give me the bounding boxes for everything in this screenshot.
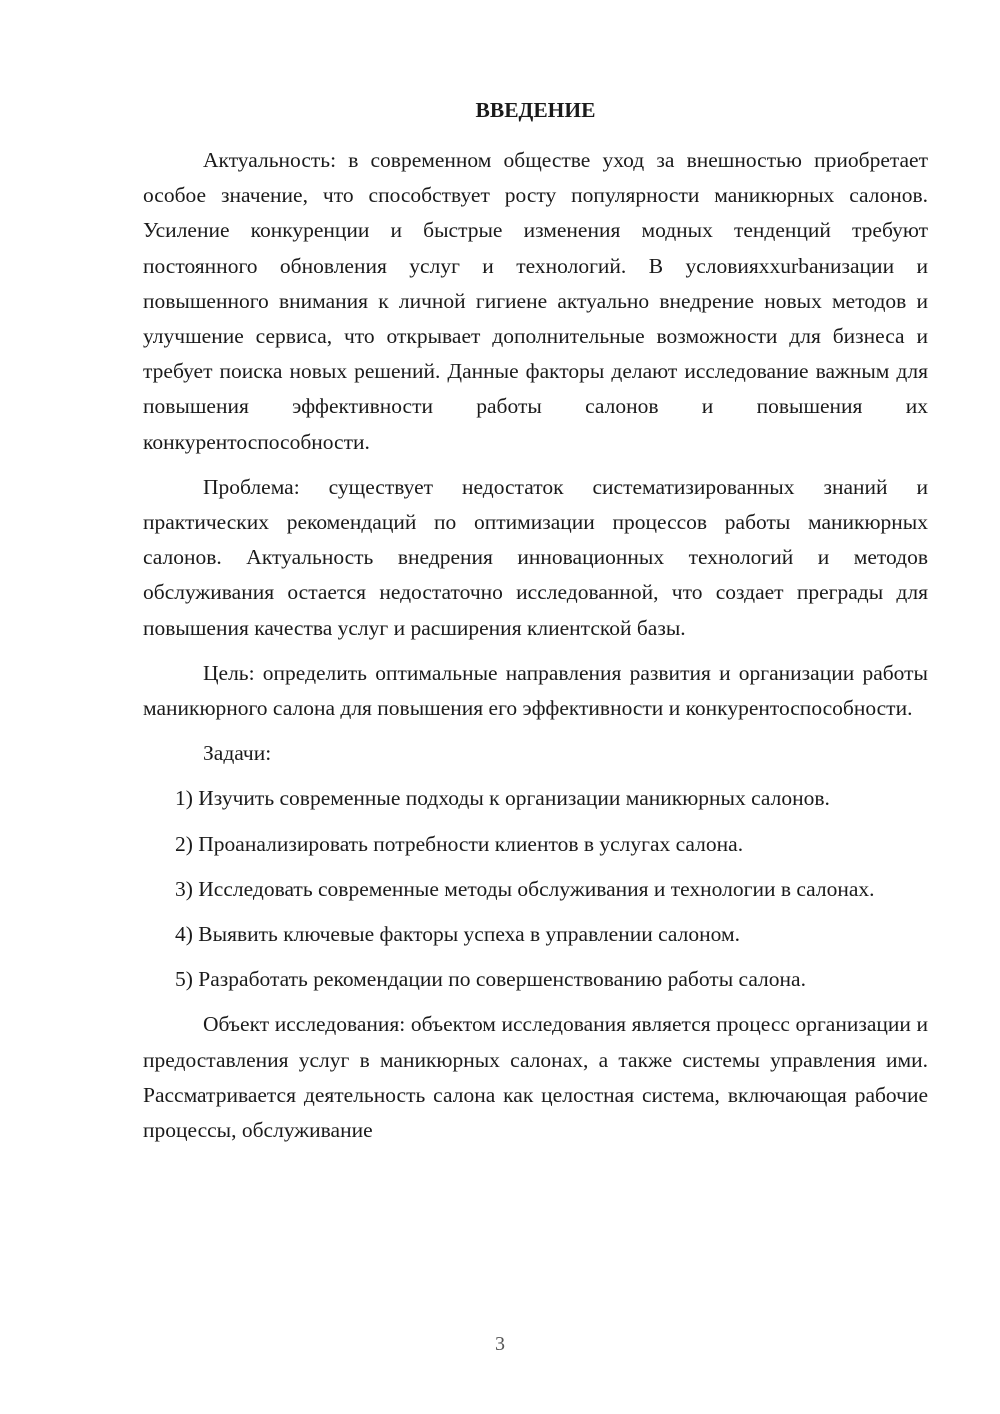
page-number: 3 [495,1333,505,1355]
task-item: 3) Исследовать современные методы обслуживания и технологии в салонах. [175,876,875,901]
task-item: 5) Разработать рекомендации по совершенствованию работы салона. [175,967,806,992]
paragraph-goal: Цель: определить оптимальные направления развития и организации работы маникюрного салона для повышения его эффективности и конкурентоспособности. [143,660,928,721]
task-item: 1) Изучить современные подходы к организации маникюрных салонов. [175,786,830,811]
paragraph-problem: Проблема: существует недостаток систематизированных знаний и практических рекомендаций по оптимизации процессов работы маникюрных салонов. Актуальность внедрения инновационных технологий и методов обслуживания остается недостаточно исследованной, что создает преграды для повышения качества услуг и расширения клиентской базы. [143,474,928,640]
paragraph-relevance: Актуальность: в современном обществе уход за внешностью приобретает особое значение, что способствует росту популярности маникюрных салонов. Усиление конкуренции и быстрые изменения модных тенденций требуют постоянного обновления услуг и технологий. В условияхxurbанизации и повышенного внимания к личной гигиене актуально внедрение новых методов и улучшение сервиса, что открывает дополнительные возможности для бизнеса и требует поиска новых решений. Данные факторы делают исследование важным для повышения эффективности работы салонов и повышения их конкурентоспособности. [143,148,928,454]
task-item: 4) Выявить ключевые факторы успеха в управлении салоном. [175,922,740,947]
task-item: 2) Проанализировать потребности клиентов в услугах салона. [175,831,744,856]
section-title: ВВЕДЕНИЕ [475,98,596,122]
document-page [143,93,928,1158]
tasks-heading: Задачи: [203,741,272,766]
paragraph-object: Объект исследования: объектом исследования является процесс организации и предоставления услуг в маникюрных салонах, а также системы управления ими. Рассматривается деятельность салона как целостная система, включающая рабочие процессы, обслуживание [143,1012,928,1143]
